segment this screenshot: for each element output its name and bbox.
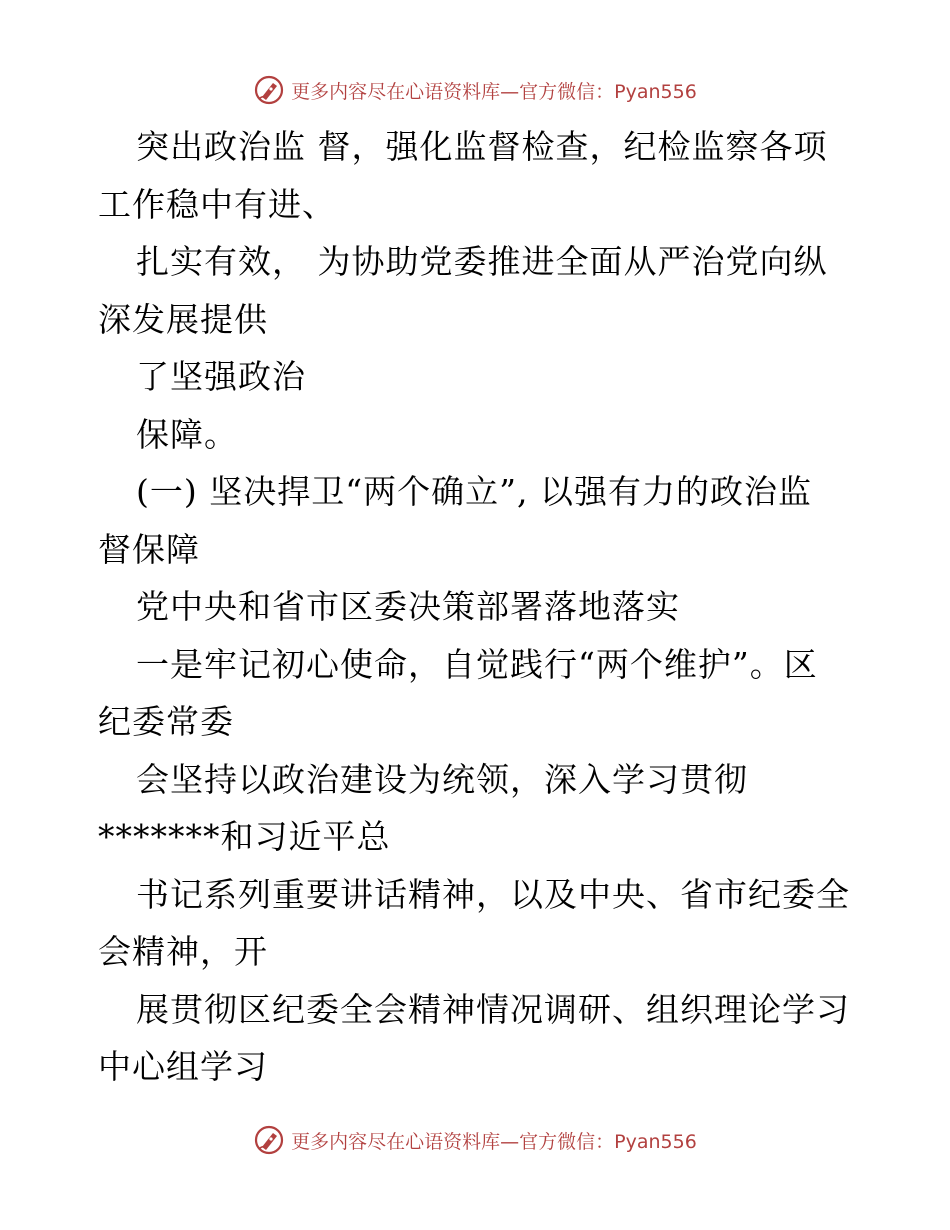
pen-nib-logo-icon [253, 1124, 285, 1156]
header-watermark [0, 70, 950, 110]
paragraph-line: *******和习近平总 [98, 817, 391, 856]
section-heading-line: (一) 坚决捍卫“两个确立”, 以强有力的政治监 [136, 472, 812, 511]
pen-nib-logo-icon [253, 74, 285, 106]
watermark-text: 更多内容尽在心语资料库—官方微信：Pyan556 [291, 80, 697, 103]
paragraph-line: 展贯彻区纪委全会精神情况调研、组织理论学习 [136, 989, 850, 1029]
paragraph-line: 深发展提供 [98, 299, 268, 339]
paragraph-line: 突出政治监 督，强化监督检查，纪检监察各项 [136, 127, 828, 166]
paragraph-line: 扎实有效， 为协助党委推进全面从严治党向纵 [136, 242, 828, 281]
footer-watermark [0, 1120, 950, 1160]
paragraph-line: 工作稳中有进、 [98, 184, 336, 224]
paragraph-line: 了坚强政治 [136, 357, 306, 396]
paragraph-line: 中心组学习 [98, 1047, 268, 1086]
paragraph-line: 纪委常委 [98, 702, 234, 741]
watermark-text: 更多内容尽在心语资料库—官方微信：Pyan556 [291, 1130, 697, 1153]
paragraph-line: 保障。 [136, 414, 238, 454]
paragraph-line: 会精神，开 [98, 932, 268, 971]
paragraph-line: 会坚持以政治建设为统领，深入学习贯彻 [136, 759, 748, 799]
document-body [98, 118, 858, 1096]
section-heading-line: 督保障 [98, 529, 200, 569]
paragraph-line: 一是牢记初心使命，自觉践行“两个维护”。区 [136, 644, 818, 684]
paragraph-line: 书记系列重要讲话精神，以及中央、省市纪委全 [136, 874, 850, 914]
paragraph-line: 党中央和省市区委决策部署落地落实 [136, 587, 680, 626]
